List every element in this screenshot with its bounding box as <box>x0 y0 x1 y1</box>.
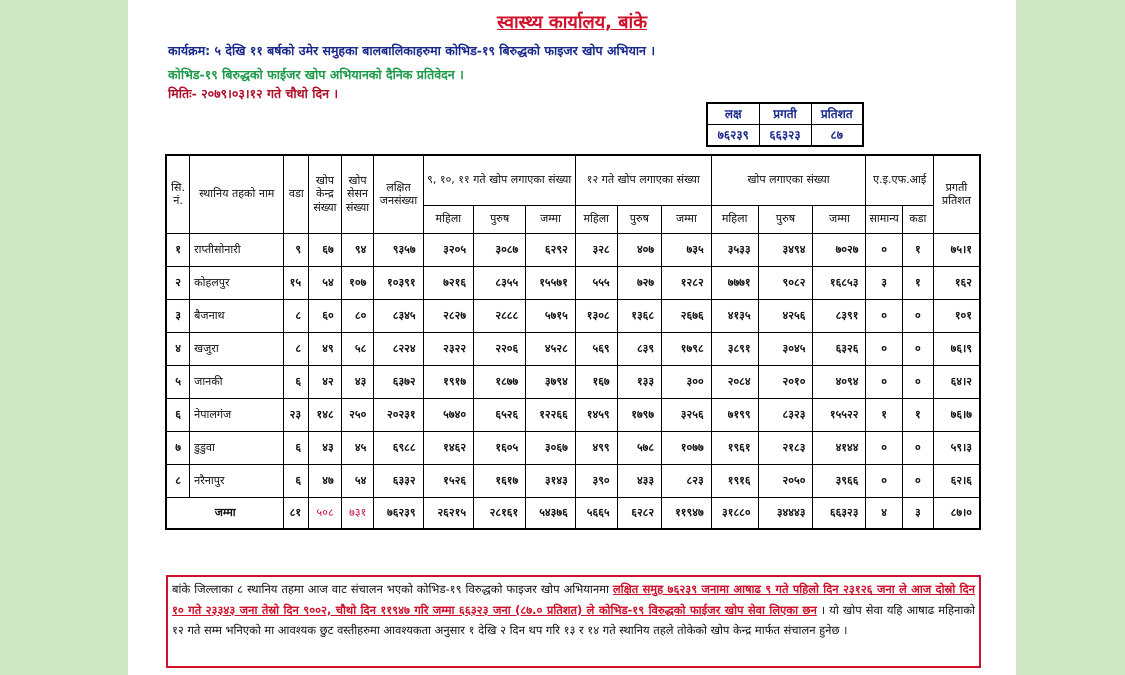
table-cell: ८३४५ <box>374 299 423 332</box>
table-cell: ९४ <box>341 233 374 266</box>
table-cell: १९१७ <box>423 365 473 398</box>
table-row <box>166 365 980 398</box>
table-cell: ४७ <box>309 464 342 497</box>
table-cell: ३९६६ <box>813 464 866 497</box>
summary-value-percent: ८७ <box>811 124 863 146</box>
table-cell: ४५ <box>341 431 374 464</box>
table-cell: १ <box>902 266 933 299</box>
table-cell: ५८ <box>341 332 374 365</box>
table-cell: ८३९१ <box>813 299 866 332</box>
table-cell: ८३५५ <box>474 266 526 299</box>
table-cell: ८३२३ <box>758 398 813 431</box>
table-cell: १०३९१ <box>374 266 423 299</box>
table-cell: ३ <box>866 266 902 299</box>
table-cell: डुडुवा <box>190 431 284 464</box>
total-cell: ८७।० <box>933 497 980 529</box>
table-cell: ५९।३ <box>933 431 980 464</box>
table-cell: ८ <box>284 299 309 332</box>
table-cell: ९ <box>284 233 309 266</box>
table-cell: ५७१५ <box>526 299 576 332</box>
table-cell: ९३५७ <box>374 233 423 266</box>
table-cell: ६ <box>166 398 190 431</box>
table-cell: २१८३ <box>758 431 813 464</box>
summary-table <box>706 102 864 147</box>
col-aefi-normal: सामान्य <box>866 205 902 233</box>
total-cell: २८१६१ <box>474 497 526 529</box>
table-cell: ६ <box>284 431 309 464</box>
table-cell: ३०६७ <box>526 431 576 464</box>
table-cell: ७७७१ <box>711 266 758 299</box>
table-cell: ३२८ <box>575 233 617 266</box>
table-cell: ६४।२ <box>933 365 980 398</box>
col-g1-male: पुरुष <box>474 205 526 233</box>
table-cell: १३०८ <box>575 299 617 332</box>
table-cell: ४०९४ <box>813 365 866 398</box>
table-cell: बैजनाथ <box>190 299 284 332</box>
table-cell: ० <box>866 233 902 266</box>
table-cell: १०७७ <box>662 431 712 464</box>
table-cell: ५५५ <box>575 266 617 299</box>
table-cell: ३२०५ <box>423 233 473 266</box>
col-sn: सि. नं. <box>166 155 190 233</box>
table-cell: १ <box>166 233 190 266</box>
total-cell: ५४३७६ <box>526 497 576 529</box>
table-cell: ६५२६ <box>474 398 526 431</box>
table-cell: खजुरा <box>190 332 284 365</box>
table-cell: २०१० <box>758 365 813 398</box>
col-g3-male: पुरुष <box>758 205 813 233</box>
table-cell: २६७६ <box>662 299 712 332</box>
table-cell: ८० <box>341 299 374 332</box>
table-cell: १४८ <box>309 398 342 431</box>
table-cell: ३२५६ <box>662 398 712 431</box>
table-cell: ३९० <box>575 464 617 497</box>
table-cell: ८२३ <box>662 464 712 497</box>
col-sessions: खोप सेसन संख्या <box>341 155 374 233</box>
col-g2-female: महिला <box>575 205 617 233</box>
table-cell: ५७८ <box>617 431 661 464</box>
table-cell: १६७ <box>575 365 617 398</box>
vaccination-table <box>165 154 981 530</box>
table-cell: नरैनापुर <box>190 464 284 497</box>
table-cell: ६३३२ <box>374 464 423 497</box>
summary-header-target: लक्ष <box>707 103 759 124</box>
table-cell: १२८२ <box>662 266 712 299</box>
table-cell: १८७७ <box>474 365 526 398</box>
table-cell: १५ <box>284 266 309 299</box>
office-title: स्वास्थ्य कार्यालय, बांके <box>496 12 648 33</box>
table-cell: ४९ <box>309 332 342 365</box>
table-cell: ५६९ <box>575 332 617 365</box>
remarks-highlight: लक्षित समुह ७६२३९ जनामा आषाढ ९ गते पहिलो दिन २३१२६ जना ले आज दोस्रो दिन १० गते २३३४३ जना तेस्रो दिन ९००२, चौथो दिन ११९४७ गरि जम्मा ६६३२३ जना (८७.० प्रतिशत) ले कोभिड-१९ विरुद्धको फाईजर खोप सेवा लिएका छन <box>172 582 975 617</box>
table-cell: ३४९४ <box>758 233 813 266</box>
table-cell: १४६२ <box>423 431 473 464</box>
table-cell: १०१ <box>933 299 980 332</box>
table-cell: ६९८८ <box>374 431 423 464</box>
report-line: कोभिड-१९ बिरुद्धको फाईजर खोप अभियानको दैनिक प्रतिवेदन । <box>168 67 464 82</box>
col-name: स्थानिय तहको नाम <box>190 155 284 233</box>
remarks-text-end: । यो खोप सेवा यहि आषाढ महिनाको १२ गते सम्म भनिएको मा आवश्यक छुट वस्तीहरुमा आवश्यकता अनुसार १ देखि २ दिन थप गरि १३ र १४ गते स्थानिय तहले तोकेको खोप केन्द्र मार्फत संचालन हुनेछ । <box>172 602 975 637</box>
group-total-vaccinated: खोप लगाएका संख्या <box>711 155 866 205</box>
table-cell: २८८८ <box>474 299 526 332</box>
total-cell: ५०८ <box>309 497 342 529</box>
total-label: जम्मा <box>166 497 284 529</box>
table-cell: ७३५ <box>662 233 712 266</box>
summary-header-progress: प्रगती <box>759 103 811 124</box>
table-cell: १३३ <box>617 365 661 398</box>
total-cell: ६६३२३ <box>813 497 866 529</box>
table-cell: राप्तीसोनारी <box>190 233 284 266</box>
table-cell: ४१४४ <box>813 431 866 464</box>
program-line: कार्यक्रम: ५ देखि ११ बर्षको उमेर समुहका बालबालिकाहरुमा कोभिड-१९ बिरुद्धको फाइजर खोप अभियान । <box>168 43 656 58</box>
table-cell: १७९८ <box>662 332 712 365</box>
col-g3-female: महिला <box>711 205 758 233</box>
table-cell: १ <box>866 398 902 431</box>
table-cell: ४३ <box>341 365 374 398</box>
col-centers: खोप केन्द्र संख्या <box>309 155 342 233</box>
table-cell: ३०० <box>662 365 712 398</box>
table-cell: ५७४० <box>423 398 473 431</box>
table-row <box>166 332 980 365</box>
table-cell: ० <box>902 299 933 332</box>
table-cell: १९१६ <box>711 464 758 497</box>
col-g1-total: जम्मा <box>526 205 576 233</box>
table-cell: ५४ <box>341 464 374 497</box>
total-cell: ८१ <box>284 497 309 529</box>
table-cell: ० <box>902 332 933 365</box>
table-cell: ७६।७ <box>933 398 980 431</box>
table-cell: ४३ <box>309 431 342 464</box>
table-cell: २५० <box>341 398 374 431</box>
col-ward: वडा <box>284 155 309 233</box>
table-cell: ० <box>866 332 902 365</box>
total-cell: ५६६५ <box>575 497 617 529</box>
col-g1-female: महिला <box>423 205 473 233</box>
table-cell: १६८५३ <box>813 266 866 299</box>
total-cell: ७६२३९ <box>374 497 423 529</box>
table-cell: ४०७ <box>617 233 661 266</box>
total-cell: २६२१५ <box>423 497 473 529</box>
table-cell: ३८९१ <box>711 332 758 365</box>
table-cell: ६३२६ <box>813 332 866 365</box>
table-cell: ६२।६ <box>933 464 980 497</box>
table-cell: ४२ <box>309 365 342 398</box>
group-day-12: १२ गते खोप लगाएका संख्या <box>575 155 711 205</box>
table-cell: ७२१६ <box>423 266 473 299</box>
table-cell: २२०६ <box>474 332 526 365</box>
table-cell: २ <box>166 266 190 299</box>
total-cell: ३१८८० <box>711 497 758 529</box>
table-cell: ३७९४ <box>526 365 576 398</box>
table-cell: १५५७१ <box>526 266 576 299</box>
col-g3-total: जम्मा <box>813 205 866 233</box>
table-cell: १४५९ <box>575 398 617 431</box>
col-g2-male: पुरुष <box>617 205 661 233</box>
table-row <box>166 233 980 266</box>
table-row <box>166 464 980 497</box>
table-cell: ८२२४ <box>374 332 423 365</box>
total-cell: ४ <box>866 497 902 529</box>
col-g2-total: जम्मा <box>662 205 712 233</box>
table-cell: ७ <box>166 431 190 464</box>
table-cell: ० <box>866 464 902 497</box>
table-cell: १६०५ <box>474 431 526 464</box>
table-cell: २०२३१ <box>374 398 423 431</box>
table-cell: २८२७ <box>423 299 473 332</box>
table-cell: ० <box>902 464 933 497</box>
table-cell: १७९७ <box>617 398 661 431</box>
table-body <box>166 233 980 529</box>
table-cell: १५५२२ <box>813 398 866 431</box>
summary-header-percent: प्रतिशत <box>811 103 863 124</box>
table-cell: ८३९ <box>617 332 661 365</box>
table-cell: २०८४ <box>711 365 758 398</box>
col-progress-percent: प्रगती प्रतिशत <box>933 155 980 233</box>
total-cell: ३ <box>902 497 933 529</box>
table-cell: ७५।१ <box>933 233 980 266</box>
table-cell: ८ <box>166 464 190 497</box>
table-cell: ७०२७ <box>813 233 866 266</box>
table-cell: ३१४३ <box>526 464 576 497</box>
total-cell: ३४४४३ <box>758 497 813 529</box>
table-cell: २०५० <box>758 464 813 497</box>
table-cell: २३२२ <box>423 332 473 365</box>
group-days-9-11: ९, १०, ११ गते खोप लगाएका संख्या <box>423 155 575 205</box>
table-cell: ७६।९ <box>933 332 980 365</box>
table-cell: ४२५६ <box>758 299 813 332</box>
table-cell: ६० <box>309 299 342 332</box>
table-cell: ६७ <box>309 233 342 266</box>
table-cell: २३ <box>284 398 309 431</box>
table-cell: ६ <box>284 365 309 398</box>
table-cell: १९६१ <box>711 431 758 464</box>
table-cell: ० <box>866 431 902 464</box>
table-cell: ७१९९ <box>711 398 758 431</box>
table-cell: कोहलपुर <box>190 266 284 299</box>
total-cell: ११९४७ <box>662 497 712 529</box>
table-cell: ४९९ <box>575 431 617 464</box>
table-cell: १५२६ <box>423 464 473 497</box>
total-cell: ६२८२ <box>617 497 661 529</box>
table-cell: १०७ <box>341 266 374 299</box>
table-cell: १२२६६ <box>526 398 576 431</box>
date-line: मितिः- २०७९।०३।१२ गते चौथो दिन । <box>168 86 339 101</box>
remarks-text-intro: बांके जिल्लाका ८ स्थानिय तहमा आज वाट संचालन भएको कोभिड-१९ विरुद्धको फाइजर खोप अभियानमा <box>172 582 613 596</box>
table-cell: १३६८ <box>617 299 661 332</box>
table-cell: ८ <box>284 332 309 365</box>
table-cell: ० <box>866 365 902 398</box>
table-cell: जानकी <box>190 365 284 398</box>
table-row <box>166 431 980 464</box>
table-cell: ५४ <box>309 266 342 299</box>
table-cell: १ <box>902 233 933 266</box>
table-cell: ६२९२ <box>526 233 576 266</box>
table-cell: १६२ <box>933 266 980 299</box>
table-cell: ६३७२ <box>374 365 423 398</box>
table-cell: ७२७ <box>617 266 661 299</box>
table-cell: ६ <box>284 464 309 497</box>
table-row <box>166 398 980 431</box>
table-cell: नेपालगंज <box>190 398 284 431</box>
table-row <box>166 299 980 332</box>
total-row <box>166 497 980 529</box>
summary-value-progress: ६६३२३ <box>759 124 811 146</box>
table-cell: ३ <box>166 299 190 332</box>
table-cell: ९०८२ <box>758 266 813 299</box>
total-cell: ७३१ <box>341 497 374 529</box>
table-cell: ४ <box>166 332 190 365</box>
group-aefi: ए.इ.एफ.आई <box>866 155 933 205</box>
report-sheet <box>128 0 1016 675</box>
table-cell: ० <box>866 299 902 332</box>
col-aefi-severe: कडा <box>902 205 933 233</box>
table-cell: ३०४५ <box>758 332 813 365</box>
table-cell: ४१३५ <box>711 299 758 332</box>
table-cell: ३०८७ <box>474 233 526 266</box>
table-cell: १ <box>902 398 933 431</box>
table-cell: ५ <box>166 365 190 398</box>
table-row <box>166 266 980 299</box>
table-cell: ४५२८ <box>526 332 576 365</box>
col-target: लक्षित जनसंख्या <box>374 155 423 233</box>
table-cell: ४३३ <box>617 464 661 497</box>
table-cell: ३५३३ <box>711 233 758 266</box>
table-cell: ० <box>902 431 933 464</box>
summary-value-target: ७६२३९ <box>707 124 759 146</box>
remarks-box <box>166 575 981 668</box>
table-cell: ० <box>902 365 933 398</box>
table-cell: १६१७ <box>474 464 526 497</box>
